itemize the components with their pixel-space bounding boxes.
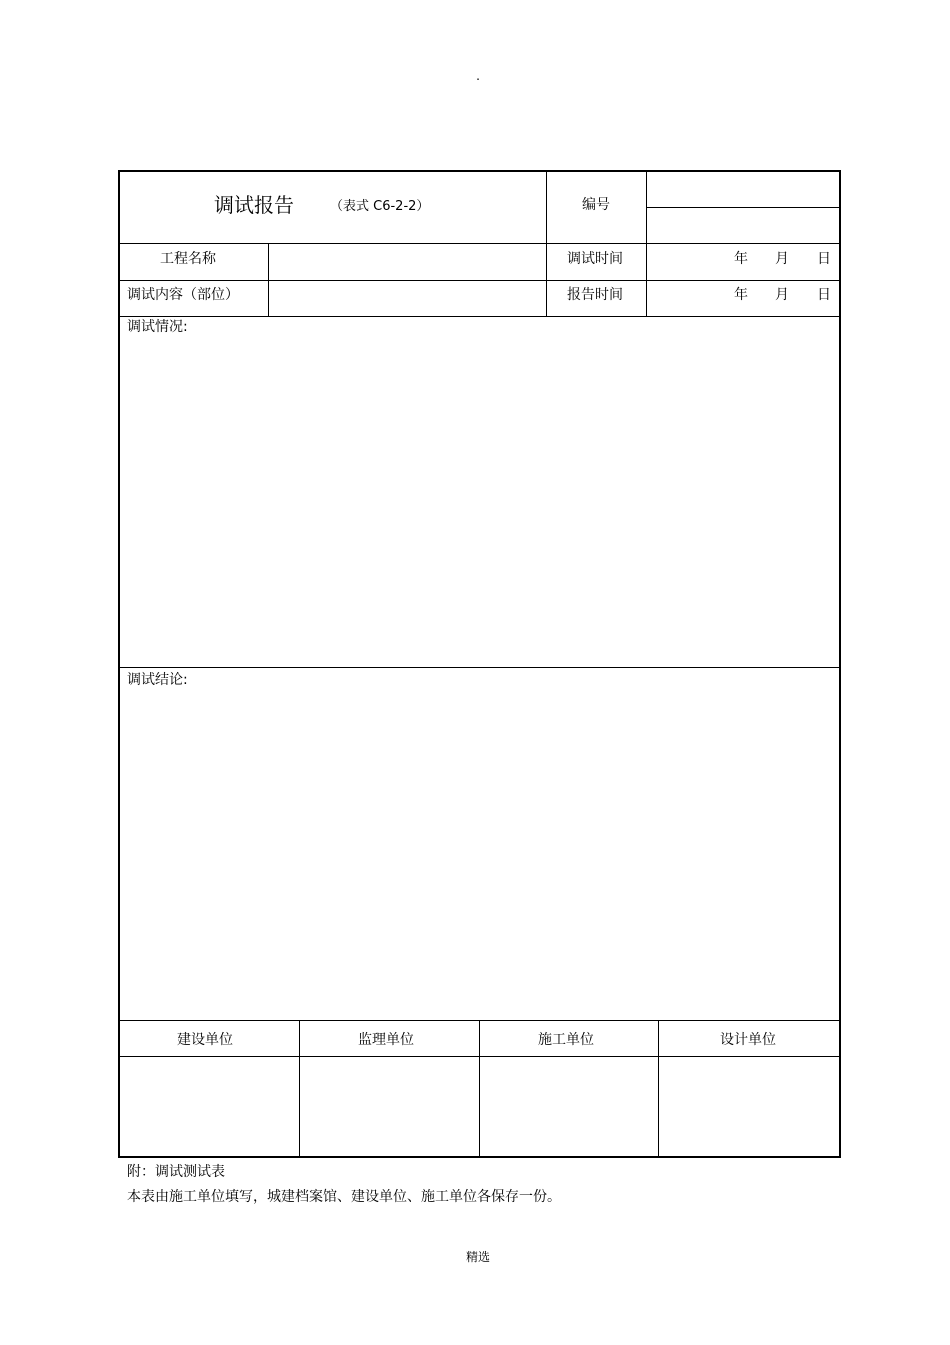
- row1-bottom-line: [119, 280, 840, 281]
- signature-box-construction[interactable]: [121, 1058, 298, 1155]
- project-name-label: 工程名称: [160, 251, 216, 267]
- attachment-note: 附：调试测试表: [127, 1164, 225, 1180]
- situation-field[interactable]: [121, 340, 838, 665]
- number-field-1[interactable]: [648, 173, 838, 206]
- signature-header-construction: 建设单位: [177, 1032, 233, 1048]
- sig-col-line-1: [299, 1020, 300, 1157]
- signature-box-design[interactable]: [660, 1058, 838, 1155]
- border-right: [839, 170, 841, 1158]
- report-time-label: 报告时间: [567, 287, 623, 303]
- signature-header-supervision: 监理单位: [358, 1032, 414, 1048]
- debug-time-day: 日: [817, 251, 831, 267]
- conclusion-field[interactable]: [121, 693, 838, 1018]
- page-footer: 精选: [465, 1250, 491, 1264]
- debug-time-label: 调试时间: [567, 251, 623, 267]
- sig-col-line-3: [658, 1020, 659, 1157]
- sig-col-line-2: [479, 1020, 480, 1157]
- form-code: （表式 C6-2-2）: [330, 199, 430, 214]
- border-left: [118, 170, 120, 1158]
- debug-time-month: 月: [775, 251, 789, 267]
- distribution-note: 本表由施工单位填写，城建档案馆、建设单位、施工单位各保存一份。: [127, 1189, 561, 1205]
- signature-header-contractor: 施工单位: [538, 1032, 594, 1048]
- col-line-268: [268, 243, 269, 317]
- debug-content-label: 调试内容（部位）: [127, 287, 239, 303]
- col-line-646: [646, 171, 647, 317]
- number-split-line: [646, 207, 840, 208]
- conclusion-label: 调试结论:: [127, 672, 188, 688]
- border-top: [118, 170, 841, 172]
- report-title: 调试报告: [214, 193, 294, 217]
- debug-content-field[interactable]: [270, 282, 545, 315]
- project-name-field[interactable]: [270, 245, 545, 279]
- number-field-2[interactable]: [648, 209, 838, 242]
- situation-label: 调试情况:: [127, 319, 188, 335]
- header-mark: .: [476, 69, 480, 83]
- signature-box-contractor[interactable]: [481, 1058, 657, 1155]
- col-line-546: [546, 171, 547, 317]
- report-time-year: 年: [734, 287, 748, 303]
- signature-header-design: 设计单位: [720, 1032, 776, 1048]
- title-bottom-line: [119, 243, 840, 244]
- situation-bottom-line: [119, 667, 840, 668]
- debug-time-year: 年: [734, 251, 748, 267]
- report-time-month: 月: [775, 287, 789, 303]
- row2-bottom-line: [119, 316, 840, 317]
- number-label: 编号: [582, 197, 610, 213]
- signature-box-supervision[interactable]: [301, 1058, 478, 1155]
- report-time-day: 日: [817, 287, 831, 303]
